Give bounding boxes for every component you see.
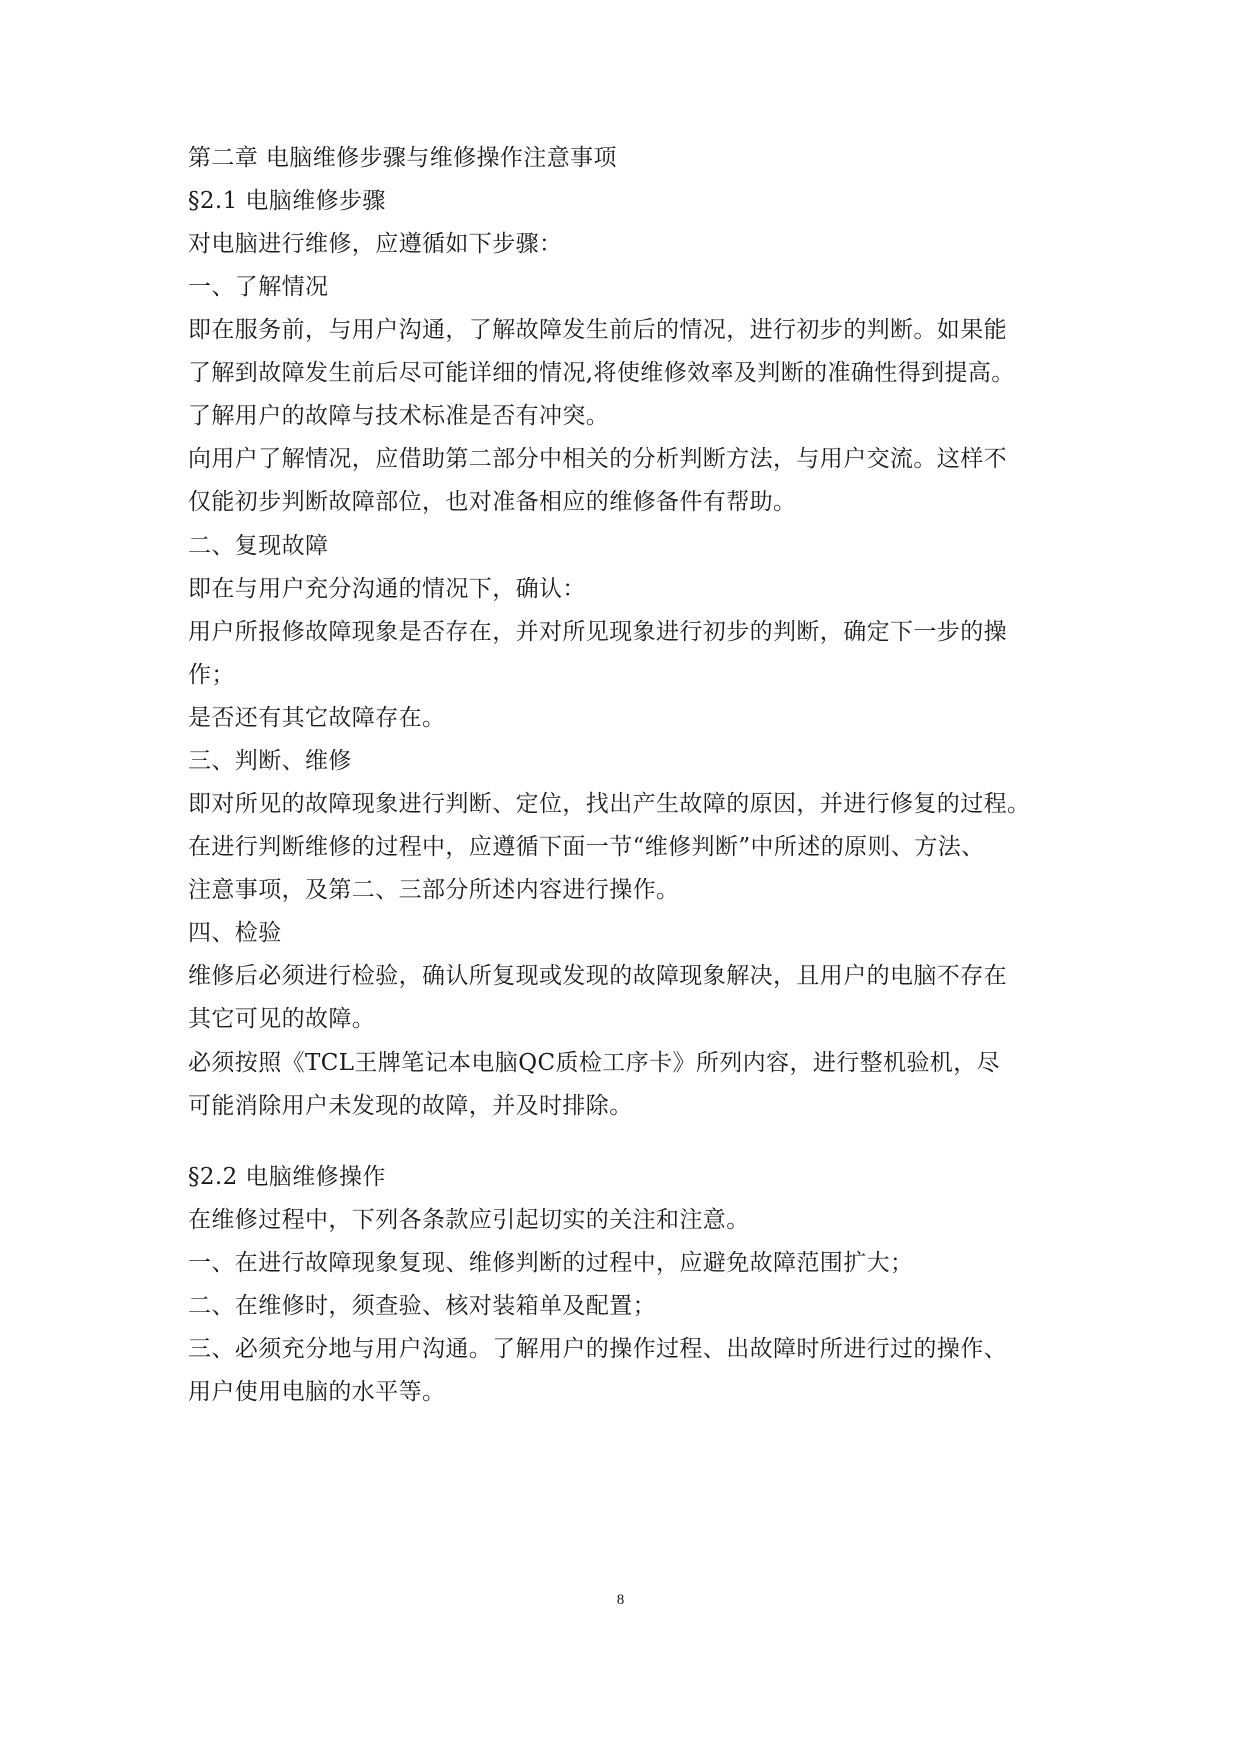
body-line: 了解用户的故障与技术标准是否有冲突。 xyxy=(188,403,610,429)
step-heading: 二、复现故障 xyxy=(188,533,329,559)
body-line: 即在服务前，与用户沟通，了解故障发生前后的情况，进行初步的判断。如果能 xyxy=(188,317,1007,343)
section-heading: §2.2 电脑维修操作 xyxy=(188,1164,386,1190)
step-heading: 四、检验 xyxy=(188,920,282,946)
body-line: 即对所见的故障现象进行判断、定位，找出产生故障的原因，并进行修复的过程。 xyxy=(188,791,1031,817)
body-line: 作； xyxy=(188,662,235,688)
body-line: 向用户了解情况，应借助第二部分中相关的分析判断方法，与用户交流。这样不 xyxy=(188,446,1007,472)
body-line: 用户使用电脑的水平等。 xyxy=(188,1379,446,1405)
body-line: 一、在进行故障现象复现、维修判断的过程中，应避免故障范围扩大； xyxy=(188,1250,914,1276)
chapter-title: 第二章 电脑维修步骤与维修操作注意事项 xyxy=(188,145,617,171)
body-line: 对电脑进行维修，应遵循如下步骤： xyxy=(188,231,563,257)
body-line: 了解到故障发生前后尽可能详细的情况,将使维修效率及判断的准确性得到提高。 xyxy=(188,360,1015,386)
body-line: 三、必须充分地与用户沟通。了解用户的操作过程、出故障时所进行过的操作、 xyxy=(188,1336,1007,1362)
body-line: 可能消除用户未发现的故障，并及时排除。 xyxy=(188,1093,633,1119)
body-line: 仅能初步判断故障部位，也对准备相应的维修备件有帮助。 xyxy=(188,489,797,515)
body-line: 维修后必须进行检验，确认所复现或发现的故障现象解决，且用户的电脑不存在 xyxy=(188,963,1007,989)
page-number: 8 xyxy=(616,1592,625,1608)
body-line: 在维修过程中，下列各条款应引起切实的关注和注意。 xyxy=(188,1207,750,1233)
body-line: 必须按照《TCL王牌笔记本电脑QC质检工序卡》所列内容，进行整机验机，尽 xyxy=(188,1050,1001,1076)
body-line: 二、在维修时，须查验、核对装箱单及配置； xyxy=(188,1293,656,1319)
step-heading: 三、判断、维修 xyxy=(188,748,352,774)
section-heading: §2.1 电脑维修步骤 xyxy=(188,188,386,214)
body-line: 用户所报修故障现象是否存在，并对所见现象进行初步的判断，确定下一步的操 xyxy=(188,619,1007,645)
step-heading: 一、了解情况 xyxy=(188,274,329,300)
body-line: 在进行判断维修的过程中，应遵循下面一节“维修判断”中所述的原则、方法、 xyxy=(188,834,985,860)
body-line: 注意事项，及第二、三部分所述内容进行操作。 xyxy=(188,877,680,903)
body-line: 即在与用户充分沟通的情况下，确认： xyxy=(188,576,586,602)
body-line: 是否还有其它故障存在。 xyxy=(188,705,446,731)
body-line: 其它可见的故障。 xyxy=(188,1006,376,1032)
